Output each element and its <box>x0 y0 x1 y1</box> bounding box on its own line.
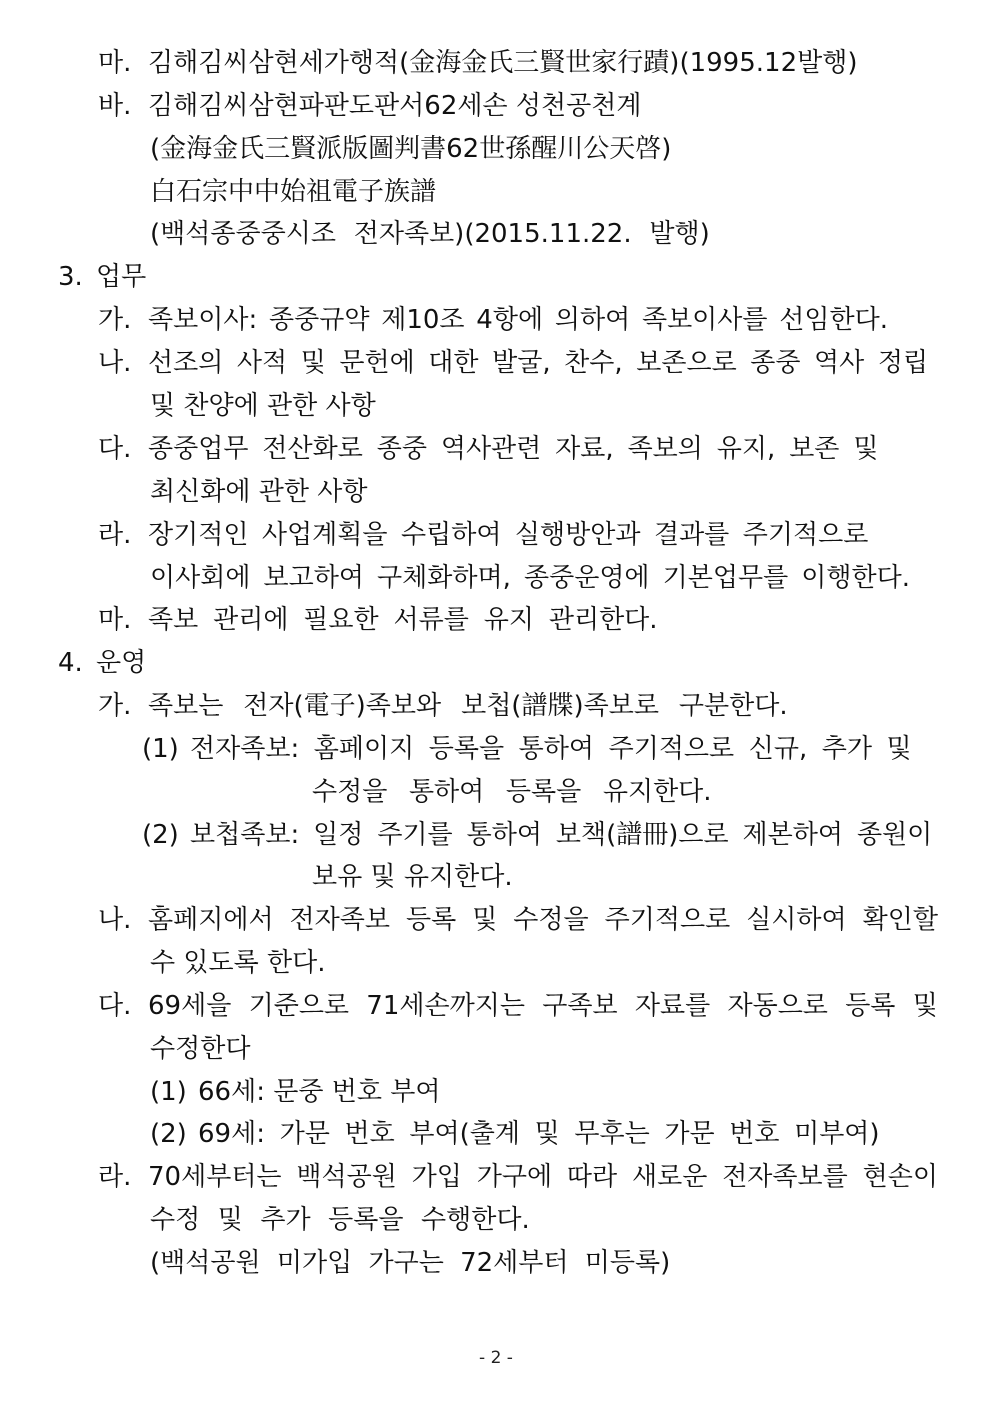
item-marker: 마. <box>98 605 132 635</box>
list-item-continuation <box>150 474 367 510</box>
item-text: 이사회에 보고하여 구체화하며, 종중운영에 기본업무를 이행한다. <box>150 563 910 593</box>
item-text: 및 찬양에 관한 사항 <box>150 391 376 421</box>
list-item-ma <box>98 45 857 81</box>
sub-item-continuation <box>312 774 712 810</box>
list-item-da <box>98 431 878 467</box>
item-text: (金海金氏三賢派版圖判書62世孫醒川公天啓) <box>150 134 672 164</box>
item-marker: 다. <box>98 991 132 1021</box>
item-text: 수정을 통하여 등록을 유지한다. <box>312 777 712 807</box>
list-item-ra <box>98 517 868 553</box>
item-text: 족보이사: 종중규약 제10조 4항에 의하여 족보이사를 선임한다. <box>148 305 889 335</box>
item-text: 족보 관리에 필요한 서류를 유지 관리한다. <box>148 605 658 635</box>
item-marker: 나. <box>98 905 132 935</box>
item-text: 최신화에 관한 사항 <box>150 477 368 507</box>
list-item-na <box>98 345 928 381</box>
item-marker: 나. <box>98 348 132 378</box>
sub-item-2 <box>150 1116 880 1152</box>
list-item-da <box>98 988 938 1024</box>
list-item-na <box>98 902 938 938</box>
list-item-ga <box>98 688 788 724</box>
item-text: 66세: 문중 번호 부여 <box>198 1077 441 1107</box>
list-item-continuation <box>150 1031 250 1067</box>
item-text: 69세을 기준으로 71세손까지는 구족보 자료를 자동으로 등록 및 <box>148 991 938 1021</box>
item-text: 보유 및 유지한다. <box>312 862 513 892</box>
item-text: 白石宗中中始祖電子族譜 <box>150 177 437 207</box>
list-item-ba <box>98 88 641 124</box>
sub-item-marker: (1) <box>142 734 179 764</box>
page-number: - 2 - <box>479 1348 513 1368</box>
section-title: 운영 <box>96 648 147 678</box>
section-heading-4 <box>58 645 146 681</box>
list-item-continuation <box>150 1245 670 1281</box>
list-item-ra <box>98 1159 938 1195</box>
section-number: 3. <box>58 262 83 292</box>
item-text: (백석공원 미가입 가구는 72세부터 미등록) <box>150 1248 671 1278</box>
list-item-continuation <box>150 560 910 596</box>
list-item-continuation <box>150 174 436 210</box>
item-marker: 바. <box>98 91 132 121</box>
item-marker: 다. <box>98 434 132 464</box>
section-heading-3 <box>58 259 146 295</box>
list-item-continuation <box>150 945 326 981</box>
item-text: 수정 및 추가 등록을 수행한다. <box>150 1205 530 1235</box>
sub-item-1 <box>142 731 912 767</box>
item-marker: 마. <box>98 48 132 78</box>
section-title: 업무 <box>96 262 147 292</box>
item-text: 70세부터는 백석공원 가입 가구에 따라 새로운 전자족보를 현손이 <box>148 1162 938 1192</box>
sub-item-1 <box>150 1074 440 1110</box>
item-text: 수정한다 <box>150 1034 251 1064</box>
list-item-continuation <box>150 131 671 167</box>
list-item-ga <box>98 302 888 338</box>
item-text: 69세: 가문 번호 부여(출계 및 무후는 가문 번호 미부여) <box>198 1119 880 1149</box>
sub-item-marker: (1) <box>150 1077 187 1107</box>
sub-item-2 <box>142 817 932 853</box>
item-text: 장기적인 사업계획을 수립하여 실행방안과 결과를 주기적으로 <box>148 520 869 550</box>
item-text: 족보는 전자(電子)족보와 보첩(譜牒)족보로 구분한다. <box>148 691 788 721</box>
item-marker: 라. <box>98 1162 132 1192</box>
item-text: 보첩족보: 일정 주기를 통하여 보책(譜冊)으로 제본하여 종원이 <box>190 820 933 850</box>
item-text: 종중업무 전산화로 종중 역사관련 자료, 족보의 유지, 보존 및 <box>148 434 879 464</box>
section-number: 4. <box>58 648 83 678</box>
item-marker: 가. <box>98 691 132 721</box>
list-item-continuation <box>150 216 710 252</box>
sub-item-marker: (2) <box>150 1119 187 1149</box>
item-text: 전자족보: 홈페이지 등록을 통하여 주기적으로 신규, 추가 및 <box>190 734 912 764</box>
sub-item-marker: (2) <box>142 820 179 850</box>
item-text: 김해김씨삼현파판도판서62세손 성천공천계 <box>148 91 642 121</box>
item-text: (백석종중중시조 전자족보)(2015.11.22. 발행) <box>150 219 710 249</box>
item-text: 홈페지에서 전자족보 등록 및 수정을 주기적으로 실시하여 확인할 <box>148 905 938 935</box>
sub-item-continuation <box>312 859 513 895</box>
list-item-ma <box>98 602 658 638</box>
list-item-continuation <box>150 388 376 424</box>
item-marker: 가. <box>98 305 132 335</box>
item-text: 선조의 사적 및 문헌에 대한 발굴, 찬수, 보존으로 종중 역사 정립 <box>148 348 929 378</box>
list-item-continuation <box>150 1202 530 1238</box>
item-text: 수 있도록 한다. <box>150 948 326 978</box>
item-marker: 라. <box>98 520 132 550</box>
item-text: 김해김씨삼현세가행적(金海金氏三賢世家行蹟)(1995.12발행) <box>148 48 858 78</box>
